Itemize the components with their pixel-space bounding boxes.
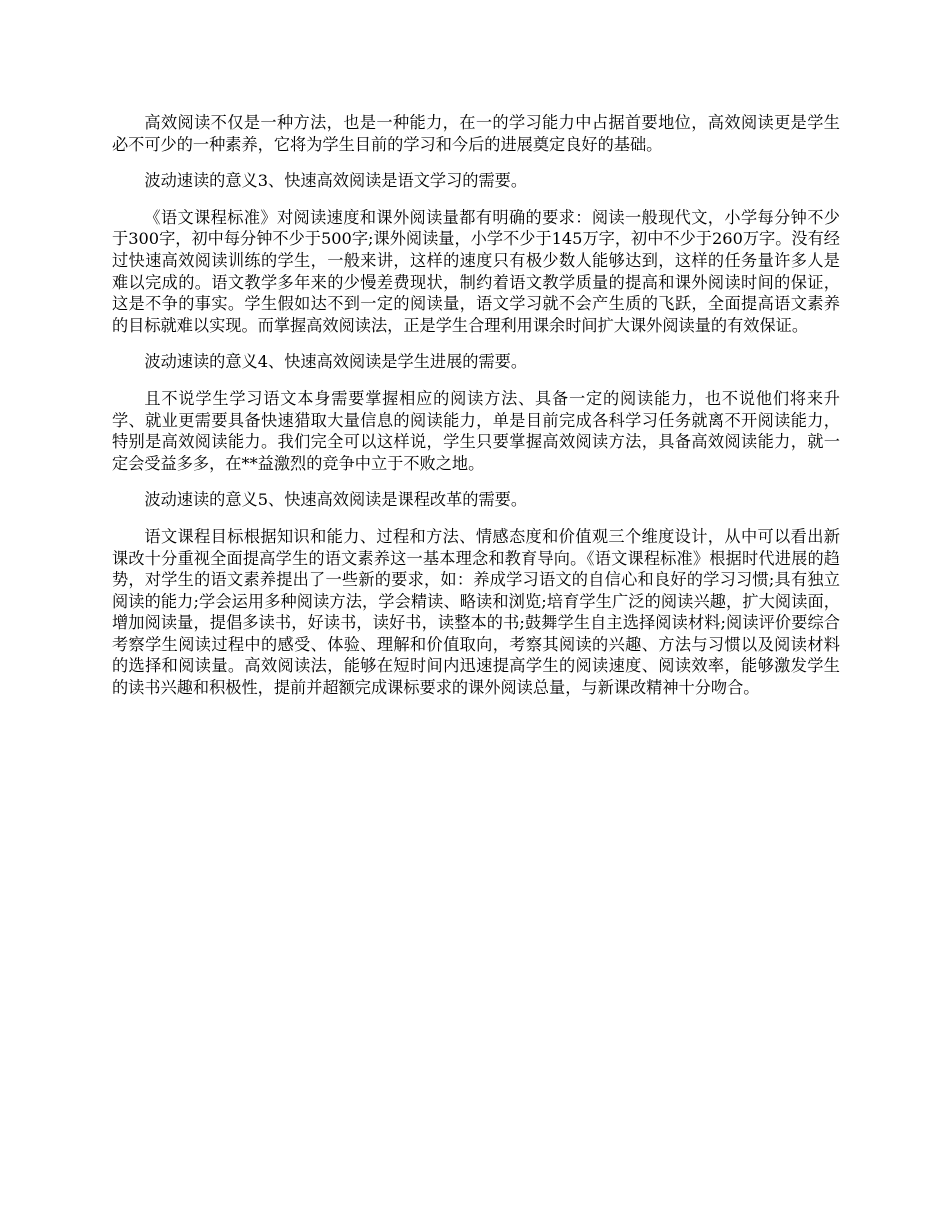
- paragraph-student-development: 且不说学生学习语文本身需要掌握相应的阅读方法、具备一定的阅读能力，也不说他们将来升学、就业更需要具备快速猎取大量信息的阅读能力，单是目前完成各科学习任务就离不开阅读能力，特别是高效阅读能力。我们完全可以这样说，学生只要掌握高效阅读方法，具备高效阅读能力，就一定会受益多多，在**益激烈的竞争中立于不败之地。: [112, 388, 840, 473]
- paragraph-intro: 高效阅读不仅是一种方法，也是一种能力，在一的学习能力中占据首要地位，高效阅读更是学生必不可少的一种素养，它将为学生目前的学习和今后的进展奠定良好的基础。: [112, 113, 840, 154]
- paragraph-curriculum-reform: 语文课程目标根据知识和能力、过程和方法、情感态度和价值观三个维度设计，从中可以看出新课改十分重视全面提高学生的语文素养这一基本理念和教育导向。《语文课程标准》根据时代进展的趋势，对学生的语文素养提出了一些新的要求，如：养成学习语文的自信心和良好的学习习惯;具有独立阅读的能力;学会运用多种阅读方法，学会精读、略读和浏览;培育学生广泛的阅读兴趣，扩大阅读面，增加阅读量，提倡多读书，好读书，读好书，读整本的书;鼓舞学生自主选择阅读材料;阅读评价要综合考察学生阅读过程中的感受、体验、理解和价值取向，考察其阅读的兴趣、方法与习惯以及阅读材料的选择和阅读量。高效阅读法，能够在短时间内迅速提高学生的阅读速度、阅读效率，能够激发学生的读书兴趣和积极性，提前并超额完成课标要求的课外阅读总量，与新课改精神十分吻合。: [112, 526, 840, 698]
- paragraph-reading-standards: 《语文课程标准》对阅读速度和课外阅读量都有明确的要求：阅读一般现代文，小学每分钟不少于300字，初中每分钟不少于500字;课外阅读量，小学不少于145万字，初中不少于260万字。没有经过快速高效阅读训练的学生，一般来讲，这样的速度只有极少数人能够达到，这样的任务量许多人是难以完成的。语文教学多年来的少慢差费现状，制约着语文教学质量的提高和课外阅读时间的保证，这是不争的事实。学生假如达不到一定的阅读量，语文学习就不会产生质的飞跃，全面提高语文素养的目标就难以实现。而掌握高效阅读法，正是学生合理利用课余时间扩大课外阅读量的有效保证。: [112, 207, 840, 335]
- section-heading-5: 波动速读的意义5、快速高效阅读是课程改革的需要。: [144, 490, 528, 510]
- document-body: [112, 112, 840, 714]
- section-heading-4: 波动速读的意义4、快速高效阅读是学生进展的需要。: [144, 352, 528, 372]
- section-heading-3: 波动速读的意义3、快速高效阅读是语文学习的需要。: [144, 171, 528, 191]
